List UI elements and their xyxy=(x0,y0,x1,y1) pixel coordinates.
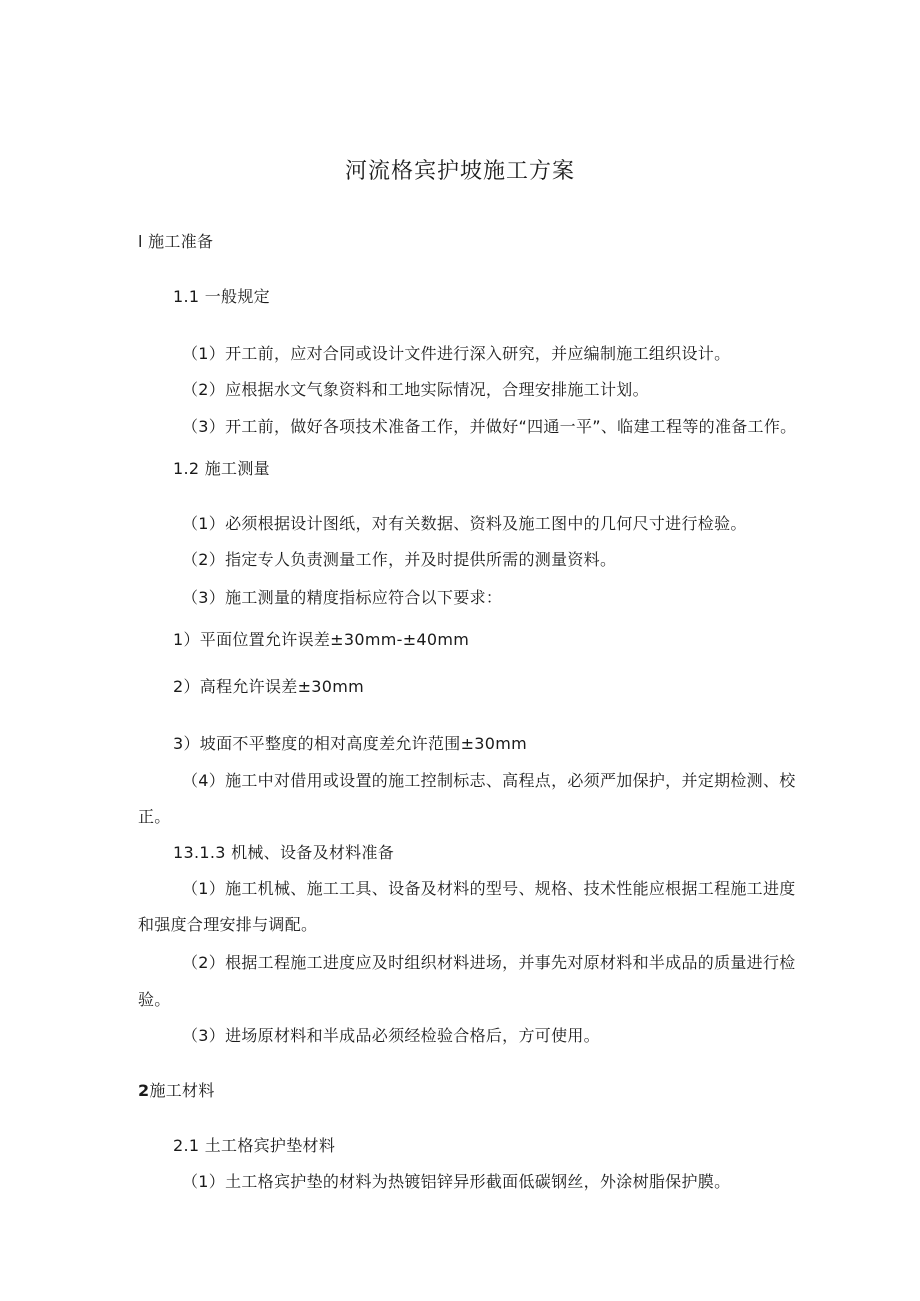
paragraph: （1）土工格宾护垫的材料为热镀铝锌异形截面低碳钢丝，外涂树脂保护膜。 xyxy=(182,1172,731,1191)
paragraph: （3）进场原材料和半成品必须经检验合格后，方可使用。 xyxy=(182,1026,600,1045)
paragraph: （2）应根据水文气象资料和工地实际情况，合理安排施工计划。 xyxy=(182,380,649,399)
paragraph: （1）开工前，应对合同或设计文件进行深入研究，并应编制施工组织设计。 xyxy=(182,344,731,363)
section-heading xyxy=(138,1081,215,1101)
requirement-item: 2）高程允许误差±30mm xyxy=(173,677,365,696)
document-title: 河流格宾护坡施工方案 xyxy=(344,159,575,184)
subsection-heading: 1.2 施工测量 xyxy=(173,459,270,478)
requirement-item: 1）平面位置允许误差±30mm-±40mm xyxy=(173,630,470,649)
paragraph: （1）施工机械、施工工具、设备及材料的型号、规格、技术性能应根据工程施工进度 xyxy=(182,879,796,898)
paragraph-continuation: 正。 xyxy=(138,807,171,826)
paragraph: （2）指定专人负责测量工作，并及时提供所需的测量资料。 xyxy=(182,550,617,569)
paragraph: （4）施工中对借用或设置的施工控制标志、高程点，必须严加保护，并定期检测、校 xyxy=(182,771,796,790)
paragraph: （3）施工测量的精度指标应符合以下要求： xyxy=(182,588,503,607)
section-number: 2 xyxy=(138,1081,150,1100)
subsection-heading: 1.1 一般规定 xyxy=(173,287,270,306)
paragraph-continuation: 验。 xyxy=(138,990,171,1009)
paragraph: （3）开工前，做好各项技术准备工作，并做好“四通一平”、临建工程等的准备工作。 xyxy=(182,417,797,436)
subsection-heading: 13.1.3 机械、设备及材料准备 xyxy=(173,843,395,862)
requirement-item: 3）坡面不平整度的相对高度差允许范围±30mm xyxy=(173,734,528,753)
section-heading: l 施工准备 xyxy=(138,232,214,251)
paragraph-continuation: 和强度合理安排与调配。 xyxy=(138,915,318,934)
paragraph: （2）根据工程施工进度应及时组织材料进场，并事先对原材料和半成品的质量进行检 xyxy=(182,953,796,972)
subsection-heading: 2.1 土工格宾护垫材料 xyxy=(173,1136,336,1155)
section-title: 施工材料 xyxy=(149,1081,215,1100)
paragraph: （1）必须根据设计图纸，对有关数据、资料及施工图中的几何尺寸进行检验。 xyxy=(182,514,747,533)
